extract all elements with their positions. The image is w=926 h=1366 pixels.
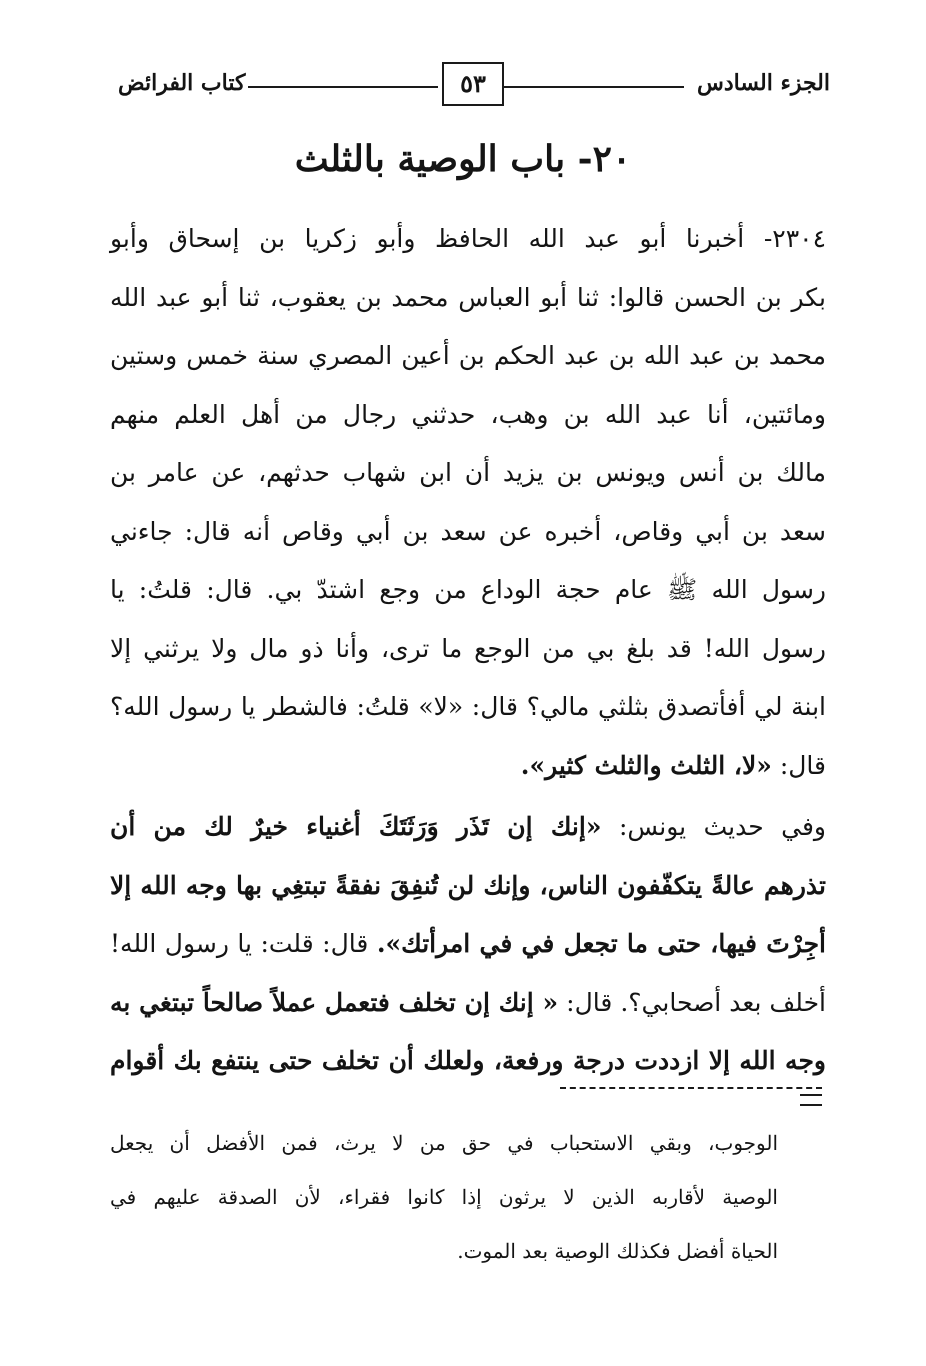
header-rule-right: [504, 86, 684, 88]
text-line: رسول الله ﷺ عام حجة الوداع من وجع اشتدّ بي. قال: قلتُ: يا: [110, 575, 826, 604]
footnote: [110, 1116, 778, 1278]
text-line: ابنة لي أفأتصدق بثلثي مالي؟ قال: «لا» قلتُ: فالشطر يا رسول الله؟: [110, 692, 826, 721]
hadith-paragraph: [110, 210, 826, 795]
footnote-line: الوصية لأقاربه الذين لا يرثون إذا كانوا فقراء، لأن الصدقة عليهم في: [110, 1185, 778, 1209]
text-segment: قال: قلت: يا رسول الله!: [110, 929, 369, 958]
text-line: [110, 915, 826, 974]
text-line: مالك بن أنس ويونس بن يزيد أن ابن شهاب حدثهم، عن عامر بن: [110, 458, 826, 487]
chapter-title: ٢٠- باب الوصية بالثلث: [294, 138, 632, 180]
text-segment: قال:: [779, 750, 826, 780]
text-segment: وفي حديث يونس:: [618, 812, 827, 841]
text-line: ٢٣٠٤- أخبرنا أبو عبد الله الحافظ وأبو زكريا بن إسحاق وأبو: [110, 224, 826, 253]
text-line: محمد بن عبد الله بن عبد الحكم بن أعين المصري سنة خمس وستين: [110, 341, 826, 370]
text-line: [110, 798, 826, 857]
prophetic-quote: «لا، الثلث والثلث كثير».: [520, 750, 772, 780]
text-line: رسول الله! قد بلغ بي من الوجع ما ترى، وأنا ذو مال ولا يرثني إلا: [110, 633, 826, 663]
text-line: بكر بن الحسن قالوا: ثنا أبو العباس محمد بن يعقوب، ثنا أبو عبد الله: [110, 282, 826, 312]
volume-label: الجزء السادس: [697, 70, 830, 96]
header-rule-left: [248, 86, 438, 88]
prophetic-quote: «إنك إن تَذَر وَرَثَتَكَ أغنياء خيرٌ لك من أن: [110, 812, 602, 841]
footnote-line: الوجوب، وبقي الاستحباب في حق من لا يرث، فمن الأفضل أن يجعل: [110, 1131, 778, 1155]
prophetic-quote: أجِرْتَ فيها، حتى ما تجعل في في امرأتك».: [376, 929, 826, 958]
text-line: تذرهم عالةً يتكفّفون الناس، وإنك لن تُنفِقَ نفقةً تبتغِي بها وجه الله إلا: [110, 870, 826, 900]
text-line: [110, 737, 826, 796]
text-line: [110, 974, 826, 1033]
text-segment: أخلف بعد أصحابي؟. قال:: [566, 987, 826, 1017]
text-line: وجه الله إلا ازددت درجة ورفعة، ولعلك أن تخلف حتى ينتفع بك أقوام: [110, 1046, 826, 1075]
text-line: ومائتين، أنا عبد الله بن وهب، حدثني رجال من أهل العلم منهم: [110, 399, 826, 429]
dashed-underline: [560, 1087, 822, 1089]
page-number: ٥٣: [460, 69, 486, 98]
prophetic-quote: « إنك إن تخلف فتعمل عملاً صالحاً تبتغي به: [110, 987, 559, 1017]
book-label: كتاب الفرائض: [118, 70, 246, 96]
yunus-paragraph: [110, 798, 826, 1091]
running-header: [118, 62, 830, 112]
page-number-box: [442, 62, 504, 106]
continuation-mark: [800, 1094, 822, 1106]
text-line: سعد بن أبي وقاص، أخبره عن سعد بن أبي وقاص أنه قال: جاءني: [110, 516, 826, 546]
footnote-line: الحياة أفضل فكذلك الوصية بعد الموت.: [457, 1239, 778, 1263]
